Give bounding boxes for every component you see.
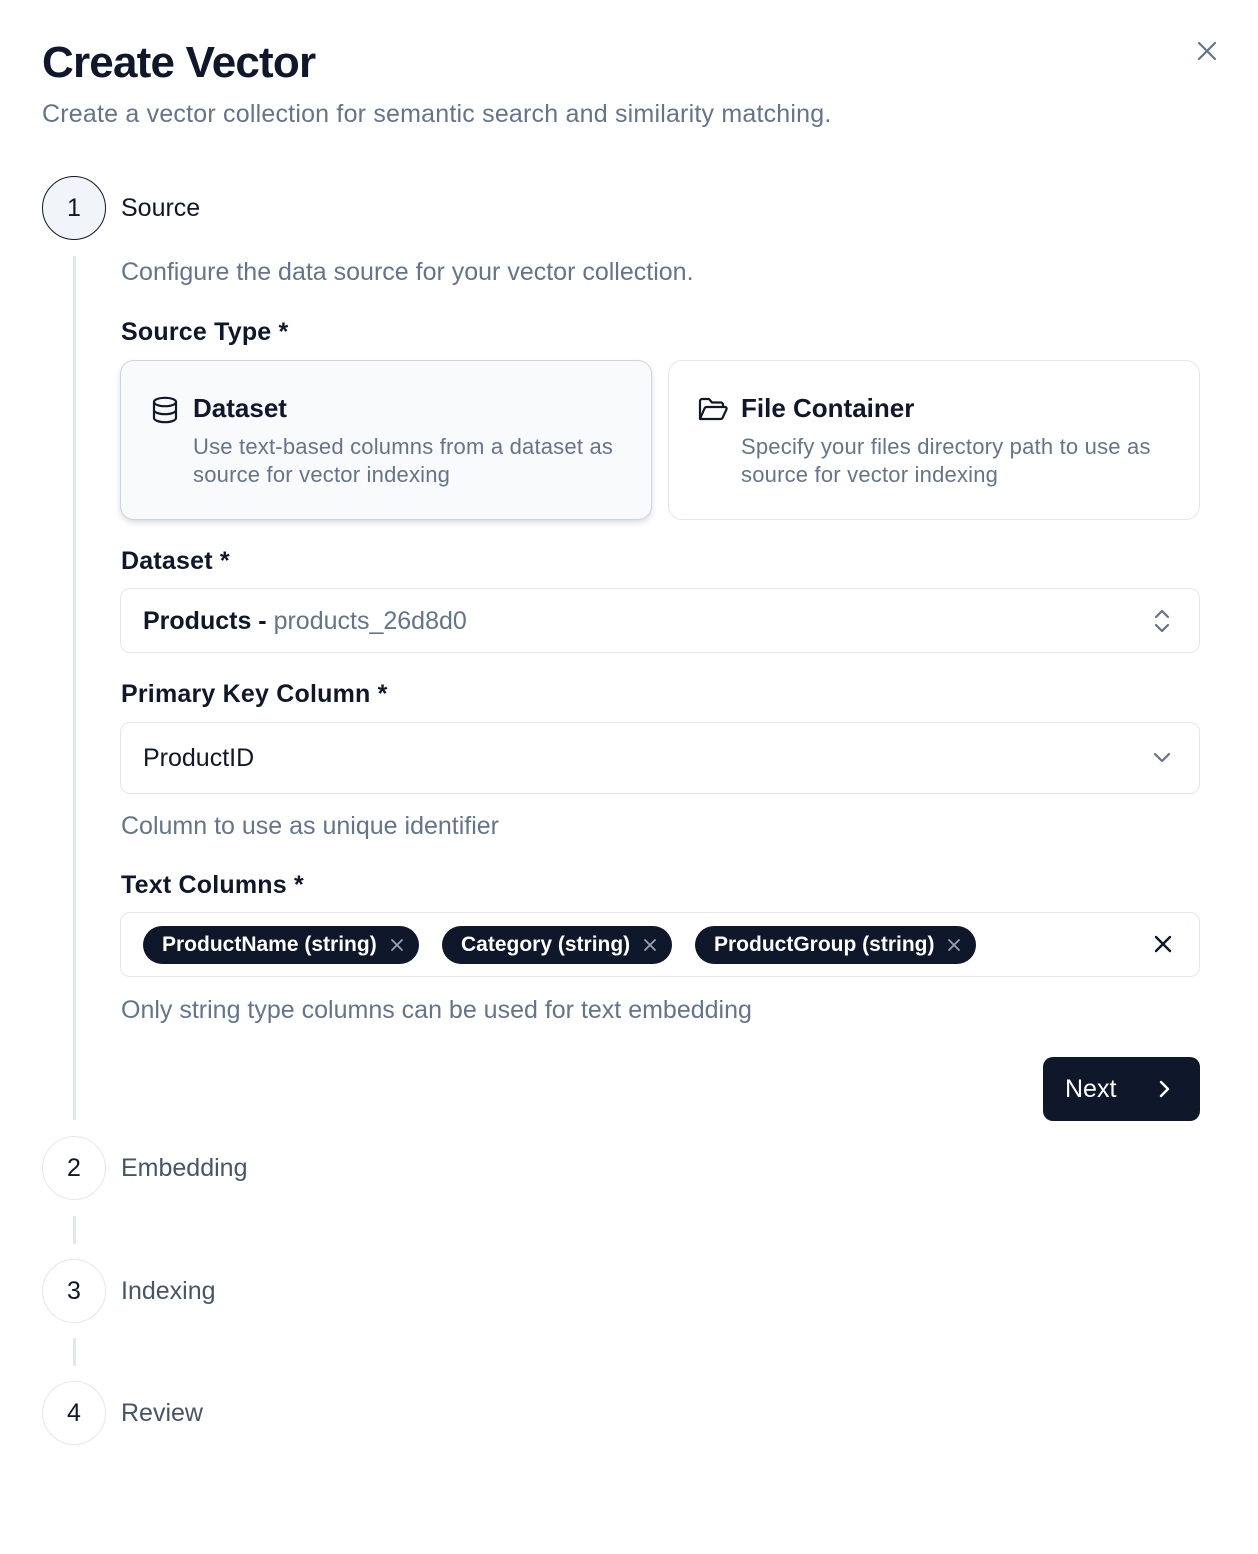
clear-icon [1153, 934, 1173, 954]
close-button[interactable] [1190, 34, 1224, 68]
primary-key-select[interactable] [120, 722, 1200, 794]
clear-all-button[interactable] [1148, 929, 1178, 959]
folder-open-icon [697, 394, 729, 426]
dataset-label: Dataset * [121, 547, 230, 575]
column-chip-label: ProductGroup (string) [714, 933, 935, 956]
source-option-file-container[interactable] [668, 360, 1200, 520]
step-label-review: Review [121, 1399, 203, 1427]
source-option-title: File Container [741, 393, 915, 423]
step-indicator-1: 1 [42, 176, 106, 240]
close-icon [1196, 40, 1218, 62]
step-label-source: Source [121, 194, 201, 222]
dialog-title: Create Vector [42, 38, 316, 87]
step-description: Configure the data source for your vector collection. [121, 258, 694, 286]
step-connector [73, 1216, 76, 1244]
database-icon [149, 394, 181, 426]
chevron-down-icon [1149, 743, 1175, 773]
column-chip-productgroup[interactable] [695, 926, 976, 964]
source-option-description: Use text-based columns from a dataset as source for vector indexing [193, 434, 614, 487]
source-option-description: Specify your files directory path to use as source for vector indexing [741, 434, 1151, 487]
primary-key-label: Primary Key Column * [121, 680, 388, 708]
chevrons-up-down-icon [1149, 606, 1175, 636]
column-chip-label: ProductName (string) [162, 933, 377, 956]
next-button-label: Next [1065, 1074, 1117, 1103]
step-indicator-4: 4 [42, 1381, 106, 1445]
column-chip-productname[interactable] [143, 926, 419, 964]
step-connector [73, 1338, 76, 1366]
next-button[interactable] [1043, 1057, 1200, 1121]
dataset-select[interactable] [120, 588, 1200, 653]
source-type-label: Source Type * [121, 318, 289, 346]
dataset-id: products_26d8d0 [273, 607, 467, 635]
remove-chip-icon[interactable] [389, 937, 405, 953]
step-label-indexing: Indexing [121, 1277, 216, 1305]
dataset-name: Products - [143, 607, 274, 635]
chevron-right-icon [1152, 1077, 1176, 1101]
primary-key-hint: Column to use as unique identifier [121, 812, 500, 840]
column-chip-category[interactable] [442, 926, 672, 964]
remove-chip-icon[interactable] [642, 937, 658, 953]
source-option-dataset[interactable] [120, 360, 652, 520]
column-chip-label: Category (string) [461, 933, 631, 956]
step-connector [73, 256, 76, 1120]
text-columns-label: Text Columns * [121, 871, 304, 899]
dialog-subtitle: Create a vector collection for semantic search and similarity matching. [42, 100, 832, 128]
step-indicator-3: 3 [42, 1259, 106, 1323]
step-indicator-2: 2 [42, 1136, 106, 1200]
remove-chip-icon[interactable] [946, 937, 962, 953]
step-label-embedding: Embedding [121, 1154, 248, 1182]
primary-key-value: ProductID [143, 744, 255, 772]
text-columns-hint: Only string type columns can be used for text embedding [121, 996, 752, 1024]
source-option-title: Dataset [193, 393, 287, 423]
